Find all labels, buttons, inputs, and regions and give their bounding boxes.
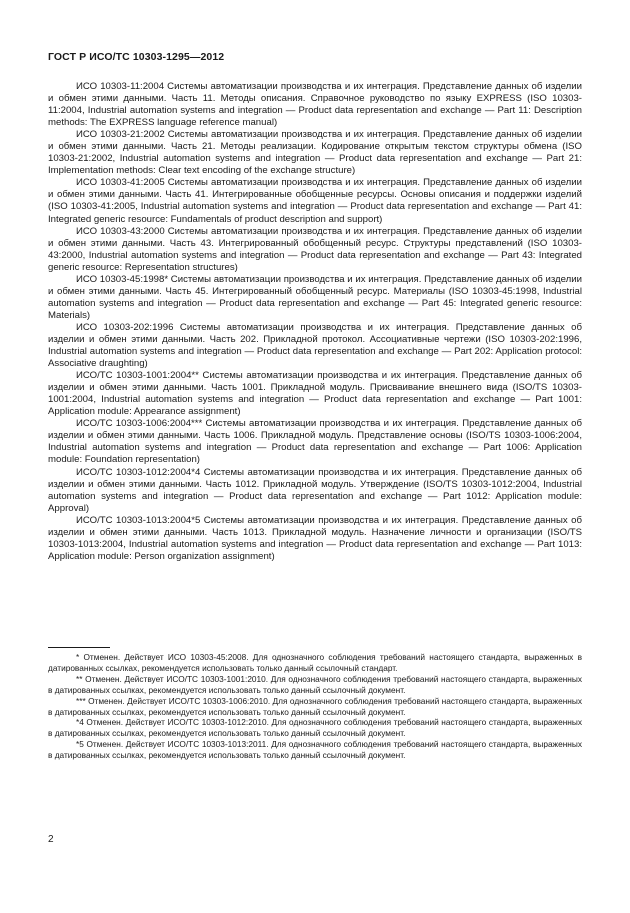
page-number: 2: [48, 834, 54, 845]
reference-paragraph: ИСО/ТС 10303-1006:2004*** Системы автоматизации производства и их интеграция. Представление данных об изделии и обмен этими данными. Часть 1006. Прикладной модуль. Представление основы (ISO/TS 10303-1006:2004, Industrial automation systems and integration — Product data representation and exchange — Part 1006: Application module: Foundation representation): [48, 418, 582, 466]
reference-paragraph: ИСО 10303-202:1996 Системы автоматизации производства и их интеграция. Представление данных об изделии и обмен этими данными. Часть 202. Прикладной протокол. Ассоциативные чертежи (ISO 10303-202:1996, Industrial automation systems and integration — Product data representation and exchange — Part 202: Application protocol: Associative draughting): [48, 321, 582, 370]
reference-paragraph: ИСО 10303-41:2005 Системы автоматизации производства и их интеграция. Представление данных об изделии и обмен этими данными. Часть 41. Интегрированные обобщенные ресурсы. Основы описания и поддержки изделий (ISO 10303-41:2005, Industrial automation systems and integration — Product data representation and exchange — Part 41: Integrated generic resource: Fundamentals of product description and support): [48, 177, 582, 225]
footnote-separator: [48, 647, 110, 648]
reference-paragraph: ИСО 10303-45:1998* Системы автоматизации производства и их интеграция. Представление данных об изделии и обмен этими данными. Часть 45. Интегрированный обобщенный ресурс. Материалы (ISO 10303-45:1998, Industrial automation systems and integration — Product data representation and exchange — Part 45: Integrated generic resource: Materials): [48, 273, 582, 321]
footnote: ** Отменен. Действует ИСО/ТС 10303-1001:2010. Для однозначного соблюдения требований настоящего стандарта, выраженных в датированных ссылках, рекомендуется использовать только данный ссылочный документ.: [48, 673, 582, 695]
reference-paragraph: ИСО/ТС 10303-1013:2004*5 Системы автоматизации производства и их интеграция. Представление данных об изделии и обмен этими данными. Часть 1013. Прикладной модуль. Назначение личности и организации (ISO/TS 10303-1013:2004, Industrial automation systems and integration — Product data representation and exchange — Part 1013: Application module: Person organization assignment): [48, 514, 582, 562]
footnotes: [48, 652, 582, 761]
reference-paragraph: ИСО 10303-21:2002 Системы автоматизации производства и их интеграция. Представление данных об изделии и обмен этими данными. Часть 21. Методы реализации. Кодирование открытым текстом структуры обмена (ISO 10303-21:2002, Industrial automation systems and integration — Product data representation and exchange — Part 21: Implementation methods: Clear text encoding of the exchange structure): [48, 129, 582, 177]
document-header: ГОСТ Р ИСО/ТС 10303-1295—2012: [48, 51, 225, 63]
footnote: * Отменен. Действует ИСО 10303-45:2008. Для однозначного соблюдения требований настоящего стандарта, выраженных в датированных ссылках, рекомендуется использовать только данный ссылочный стандарт.: [48, 652, 582, 673]
reference-paragraph: ИСО/ТС 10303-1012:2004*4 Системы автоматизации производства и их интеграция. Представление данных об изделии и обмен этими данными. Часть 1012. Прикладной модуль. Утверждение (ISO/TS 10303-1012:2004, Industrial automation systems and integration — Product data representation and exchange — Part 1012: Application module: Approval): [48, 466, 582, 514]
reference-paragraph: ИСО 10303-43:2000 Системы автоматизации производства и их интеграция. Представление данных об изделии и обмен этими данными. Часть 43. Интегрированный обобщенный ресурс. Структуры представлений (ISO 10303-43:2000, Industrial automation systems and integration — Product data representation and exchange — Part 43: Integrated generic resource: Representation structures): [48, 225, 582, 273]
footnote: *4 Отменен. Действует ИСО/ТС 10303-1012:2010. Для однозначного соблюдения требований настоящего стандарта, выраженных в датированных ссылках, рекомендуется использовать только данный ссылочный документ.: [48, 717, 582, 739]
footnote: *** Отменен. Действует ИСО/ТС 10303-1006:2010. Для однозначного соблюдения требований настоящего стандарта, выраженных в датированных ссылках, рекомендуется использовать только данный ссылочный документ.: [48, 695, 582, 717]
footnote: *5 Отменен. Действует ИСО/ТС 10303-1013:2011. Для однозначного соблюдения требований настоящего стандарта, выраженных в датированных ссылках, рекомендуется использовать только данный ссылочный документ.: [48, 739, 582, 761]
normative-references: [48, 81, 582, 563]
reference-paragraph: ИСО 10303-11:2004 Системы автоматизации производства и их интеграция. Представление данных об изделии и обмен этими данными. Часть 11. Методы описания. Справочное руководство по языку EXPRESS (ISO 10303-11:2004, Industrial automation systems and integration — Product data representation and exchange — Part 11: Description methods: The EXPRESS language reference manual): [48, 81, 582, 129]
reference-paragraph: ИСО/ТС 10303-1001:2004** Системы автоматизации производства и их интеграция. Представление данных об изделии и обмен этими данными. Часть 1001. Прикладной модуль. Присваивание внешнего вида (ISO/TS 10303-1001:2004, Industrial automation systems and integration — Product data representation and exchange — Part 1001: Application module: Appearance assignment): [48, 370, 582, 418]
